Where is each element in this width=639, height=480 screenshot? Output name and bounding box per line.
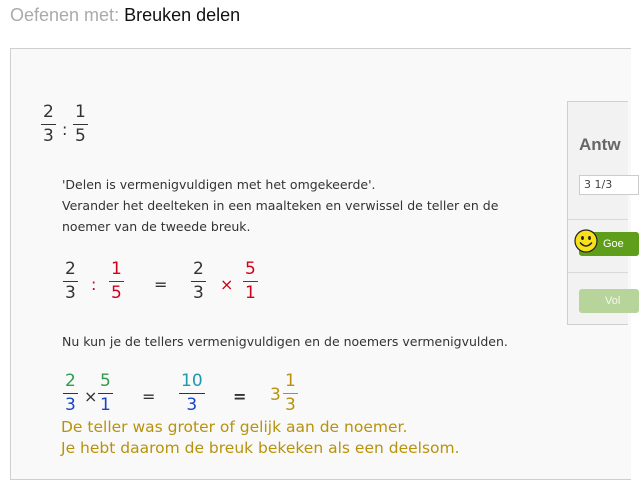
step2-fraction-c xyxy=(179,373,205,414)
explanation-line: noemer van de tweede breuk. xyxy=(62,219,251,234)
feedback-line: Je hebt daarom de breuk bekeken als een deelsom. xyxy=(61,439,460,457)
fraction-numerator: 2 xyxy=(65,371,76,391)
fraction-denominator: 3 xyxy=(285,395,296,415)
fraction-denominator: 1 xyxy=(245,283,256,303)
check-answer-button[interactable]: Goe xyxy=(579,232,639,256)
step1-fraction-c xyxy=(191,261,206,302)
fraction-denominator: 3 xyxy=(65,283,76,303)
step1-divide-sign: : xyxy=(91,275,97,294)
step1-fraction-a xyxy=(63,261,78,302)
smiley-icon xyxy=(574,229,598,253)
problem-divide-sign: : xyxy=(62,120,68,139)
fraction-denominator: 5 xyxy=(111,283,122,303)
step2-fraction-b xyxy=(98,373,113,414)
fraction-denominator: 3 xyxy=(65,395,76,415)
step2-times-sign: × xyxy=(84,387,98,406)
step2-fraction-a xyxy=(63,373,78,414)
fraction-numerator: 2 xyxy=(65,259,76,279)
step2-whole-number: 3 xyxy=(270,385,281,405)
header-prefix: Oefenen met: xyxy=(10,5,120,25)
answer-panel xyxy=(567,101,628,325)
fraction-denominator: 3 xyxy=(43,126,54,146)
step1-equals-sign: = xyxy=(154,275,168,294)
answer-title: Antw xyxy=(579,135,621,154)
feedback-message xyxy=(61,417,460,459)
answer-input[interactable]: 3 1/3 xyxy=(579,175,639,195)
fraction-numerator: 5 xyxy=(245,259,256,279)
problem-fraction-left xyxy=(41,104,56,145)
step2-fraction-result xyxy=(283,373,298,414)
step1-times-sign: × xyxy=(220,275,234,294)
fraction-denominator: 1 xyxy=(100,395,111,415)
fraction-numerator: 1 xyxy=(111,259,122,279)
explanation-text xyxy=(62,174,498,237)
page-header xyxy=(10,5,240,26)
explanation-line: 'Delen is vermenigvuldigen met het omgekeerde'. xyxy=(62,177,376,192)
fraction-numerator: 10 xyxy=(181,371,203,391)
fraction-denominator: 3 xyxy=(186,395,198,415)
fraction-numerator: 1 xyxy=(285,371,296,391)
answer-divider xyxy=(568,219,628,220)
answer-divider xyxy=(568,272,628,273)
header-topic: Breuken delen xyxy=(124,5,241,25)
step1-fraction-d xyxy=(243,261,258,302)
step2-equals-sign: = xyxy=(142,387,156,406)
problem-fraction-right xyxy=(73,104,88,145)
explanation-line: Verander het deelteken in een maalteken en verwissel de teller en de xyxy=(62,198,499,213)
fraction-numerator: 2 xyxy=(193,259,204,279)
next-button[interactable]: Vol xyxy=(579,289,639,313)
feedback-line: De teller was groter of gelijk aan de noemer. xyxy=(61,418,408,436)
step1-fraction-b xyxy=(109,261,124,302)
exercise-panel xyxy=(10,48,631,480)
fraction-numerator: 2 xyxy=(43,102,54,122)
step2-equals-sign-result: = xyxy=(233,387,247,406)
fraction-denominator: 3 xyxy=(193,283,204,303)
step2-text: Nu kun je de tellers vermenigvuldigen en de noemers vermenigvulden. xyxy=(62,334,508,349)
fraction-denominator: 5 xyxy=(75,126,86,146)
fraction-numerator: 5 xyxy=(100,371,111,391)
fraction-numerator: 1 xyxy=(75,102,86,122)
